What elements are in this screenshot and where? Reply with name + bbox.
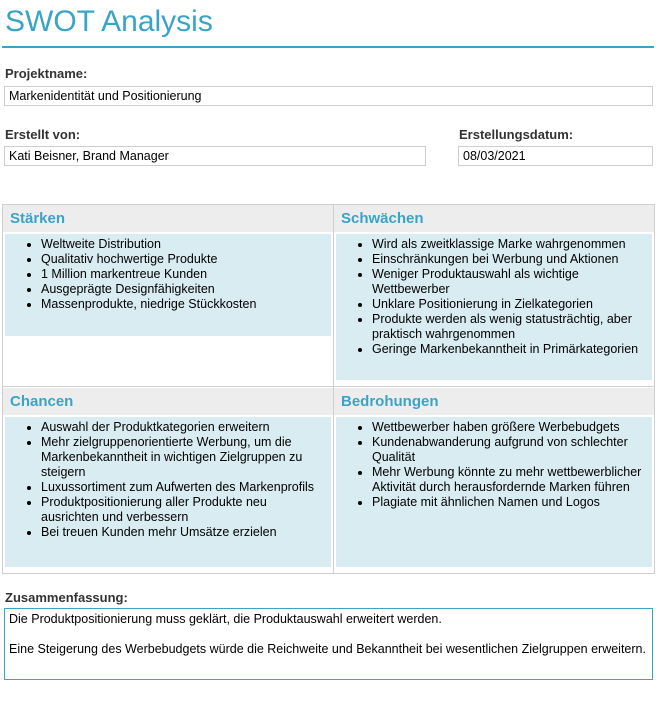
list-item: • Wird als zweitklassige Marke wahrgenommen <box>372 237 648 252</box>
creation-date-field[interactable]: 08/03/2021 <box>458 146 653 166</box>
page-title: SWOT Analysis <box>5 5 213 38</box>
grid-horizontal-divider <box>2 386 655 387</box>
opportunities-header: Chancen <box>3 388 333 415</box>
summary-field[interactable] <box>4 608 653 680</box>
summary-paragraph: Eine Steigerung des Werbebudgets würde die Reichweite und Bekanntheit bei wesentlichen Zielgruppen erweitern. <box>9 642 646 656</box>
list-item: • Mehr zielgruppenorientierte Werbung, um die Markenbekanntheit in wichtigen Zielgruppen zu steigern <box>41 435 327 480</box>
strengths-header: Stärken <box>3 205 333 232</box>
creation-date-label: Erstellungsdatum: <box>459 127 574 142</box>
strengths-panel[interactable] <box>5 234 331 336</box>
list-item: • Geringe Markenbekanntheit in Primärkategorien <box>372 342 648 357</box>
list-item: • Massenprodukte, niedrige Stückkosten <box>41 297 327 312</box>
list-item: • Plagiate mit ähnlichen Namen und Logos <box>372 495 648 510</box>
list-item: • Ausgeprägte Designfähigkeiten <box>41 282 327 297</box>
list-item: • Produkte werden als wenig statusträchtig, aber praktisch wahrgenommen <box>372 312 648 342</box>
weaknesses-list <box>336 237 648 357</box>
list-item: • Qualitativ hochwertige Produkte <box>41 252 327 267</box>
list-item: • Mehr Werbung könnte zu mehr wettbewerblicher Aktivität durch herausfordernde Marken führen <box>372 465 648 495</box>
created-by-field[interactable]: Kati Beisner, Brand Manager <box>4 146 426 166</box>
opportunities-panel[interactable] <box>5 417 331 567</box>
project-name-field[interactable]: Markenidentität und Positionierung <box>4 86 653 106</box>
list-item: • Bei treuen Kunden mehr Umsätze erzielen <box>41 525 327 540</box>
list-item: • Auswahl der Produktkategorien erweitern <box>41 420 327 435</box>
list-item: • Einschränkungen bei Werbung und Aktionen <box>372 252 648 267</box>
list-item: • Kundenabwanderung aufgrund von schlechter Qualität <box>372 435 648 465</box>
list-item: • Weltweite Distribution <box>41 237 327 252</box>
opportunities-list <box>5 420 327 540</box>
strengths-list <box>5 237 327 312</box>
list-item: • Unklare Positionierung in Zielkategorien <box>372 297 648 312</box>
list-item: • Produktpositionierung aller Produkte neu ausrichten und verbessern <box>41 495 327 525</box>
list-item: • Weniger Produktauswahl als wichtige Wettbewerber <box>372 267 648 297</box>
project-name-label: Projektname: <box>5 66 88 81</box>
list-item: • Luxussortiment zum Aufwerten des Markenprofils <box>41 480 327 495</box>
weaknesses-panel[interactable] <box>336 234 652 380</box>
created-by-label: Erstellt von: <box>5 127 81 142</box>
title-divider <box>2 46 654 48</box>
summary-label: Zusammenfassung: <box>5 590 128 605</box>
threats-panel[interactable] <box>336 417 652 567</box>
threats-header: Bedrohungen <box>334 388 654 415</box>
summary-paragraph: Die Produktpositionierung muss geklärt, die Produktauswahl erweitert werden. <box>9 612 442 626</box>
threats-list <box>336 420 648 510</box>
list-item: • 1 Million markentreue Kunden <box>41 267 327 282</box>
list-item: • Wettbewerber haben größere Werbebudgets <box>372 420 648 435</box>
weaknesses-header: Schwächen <box>334 205 654 232</box>
